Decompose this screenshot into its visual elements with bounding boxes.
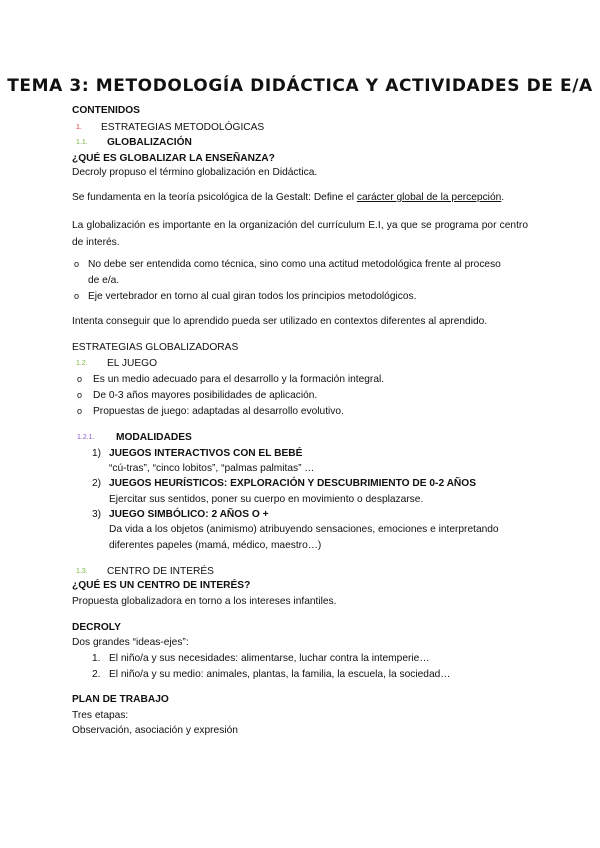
juego-bullet-3: Propuestas de juego: adaptadas al desarrollo evolutivo. (93, 406, 344, 417)
idea-2-number: 2. (92, 669, 101, 680)
bullet-marker: o (77, 390, 83, 400)
document-title: TEMA 3: METODOLOGÍA DIDÁCTICA Y ACTIVIDADES DE E/A (7, 76, 593, 96)
bullet-2-text: Eje vertebrador en torno al cual giran todos los principios metodológicos. (88, 291, 417, 302)
section-1-3-title: CENTRO DE INTERÉS (107, 566, 214, 577)
section-1-2-1-title: MODALIDADES (116, 432, 192, 443)
gestalt-line (72, 191, 504, 204)
propuesta-line: Propuesta globalizadora en torno a los intereses infantiles. (72, 596, 337, 607)
section-1-2-title: EL JUEGO (107, 358, 158, 369)
plan-heading: PLAN DE TRABAJO (72, 694, 169, 705)
section-1-number: 1. (76, 124, 82, 131)
bullet-1-line-1: No debe ser entendida como técnica, sino como una actitud metodológica frente al proceso (88, 259, 501, 270)
bullet-marker: o (77, 406, 83, 416)
section-1-title: ESTRATEGIAS METODOLÓGICAS (101, 122, 265, 133)
gestalt-post: . (501, 192, 505, 203)
bullet-1-line-2: de e/a. (88, 275, 120, 286)
importancia-paragraph: La globalización es importante en la organización del currículum E.I, ya que se programa por centro de interés. (72, 220, 528, 248)
modalidad-1-text: “cú-tras”, “cinco lobitos”, “palmas palmitas” … (109, 463, 315, 474)
modalidad-3-text-line-1: Da vida a los objetos (animismo) atribuyendo sensaciones, emociones e interpretando (109, 524, 499, 535)
modalidad-3-heading: JUEGO SIMBÓLICO: 2 AÑOS O + (109, 509, 269, 520)
dos-grandes-line: Dos grandes “ideas-ejes”: (72, 637, 189, 648)
section-1-1-title: GLOBALIZACIÓN (107, 137, 192, 148)
bullet-marker: o (77, 374, 83, 384)
modalidad-1-number: 1) (92, 448, 102, 459)
modalidad-3-text-line-2: diferentes papeles (mamá, médico, maestro…) (109, 540, 322, 551)
idea-1-text: El niño/a y sus necesidades: alimentarse, luchar contra la intemperie… (109, 653, 430, 664)
modalidad-3-number: 3) (92, 509, 102, 520)
tres-etapas-line: Tres etapas: (72, 710, 129, 721)
decroly-line: Decroly propuso el término globalización en Didáctica. (72, 167, 318, 178)
question-centro: ¿QUÉ ES UN CENTRO DE INTERÉS? (72, 580, 251, 591)
modalidad-2-number: 2) (92, 478, 102, 489)
gestalt-underlined: carácter global de la percepción (356, 192, 502, 203)
bullet-marker: o (74, 259, 80, 269)
question-globalizar: ¿QUÉ ES GLOBALIZAR LA ENSEÑANZA? (72, 153, 275, 164)
contenidos-heading: CONTENIDOS (72, 105, 140, 116)
modalidad-2-text: Ejercitar sus sentidos, poner su cuerpo en movimiento o desplazarse. (109, 494, 424, 505)
modalidad-2-heading: JUEGOS HEURÍSTICOS: EXPLORACIÓN Y DESCUBRIMIENTO DE 0-2 AÑOS (109, 478, 476, 489)
idea-2-text: El niño/a y su medio: animales, plantas, la familia, la escuela, la sociedad… (109, 669, 451, 680)
modalidad-1-heading: JUEGOS INTERACTIVOS CON EL BEBÉ (109, 448, 303, 459)
juego-bullet-2: De 0-3 años mayores posibilidades de aplicación. (93, 390, 318, 401)
bullet-marker: o (74, 291, 80, 301)
intenta-line: Intenta conseguir que lo aprendido pueda ser utilizado en contextos diferentes al aprendido. (72, 316, 488, 327)
decroly-heading: DECROLY (72, 622, 121, 633)
section-1-2-1-number: 1.2.1. (77, 434, 95, 441)
gestalt-pre: Se fundamenta en la teoría psicológica de la Gestalt: Define el (72, 192, 357, 203)
idea-1-number: 1. (92, 653, 101, 664)
section-1-2-number: 1.2. (76, 360, 88, 367)
estrategias-globalizadoras-heading: ESTRATEGIAS GLOBALIZADORAS (72, 342, 239, 353)
juego-bullet-1: Es un medio adecuado para el desarrollo y la formación integral. (93, 374, 385, 385)
etapas-line: Observación, asociación y expresión (72, 725, 238, 736)
section-1-3-number: 1.3. (76, 568, 88, 575)
section-1-1-number: 1.1. (76, 139, 88, 146)
